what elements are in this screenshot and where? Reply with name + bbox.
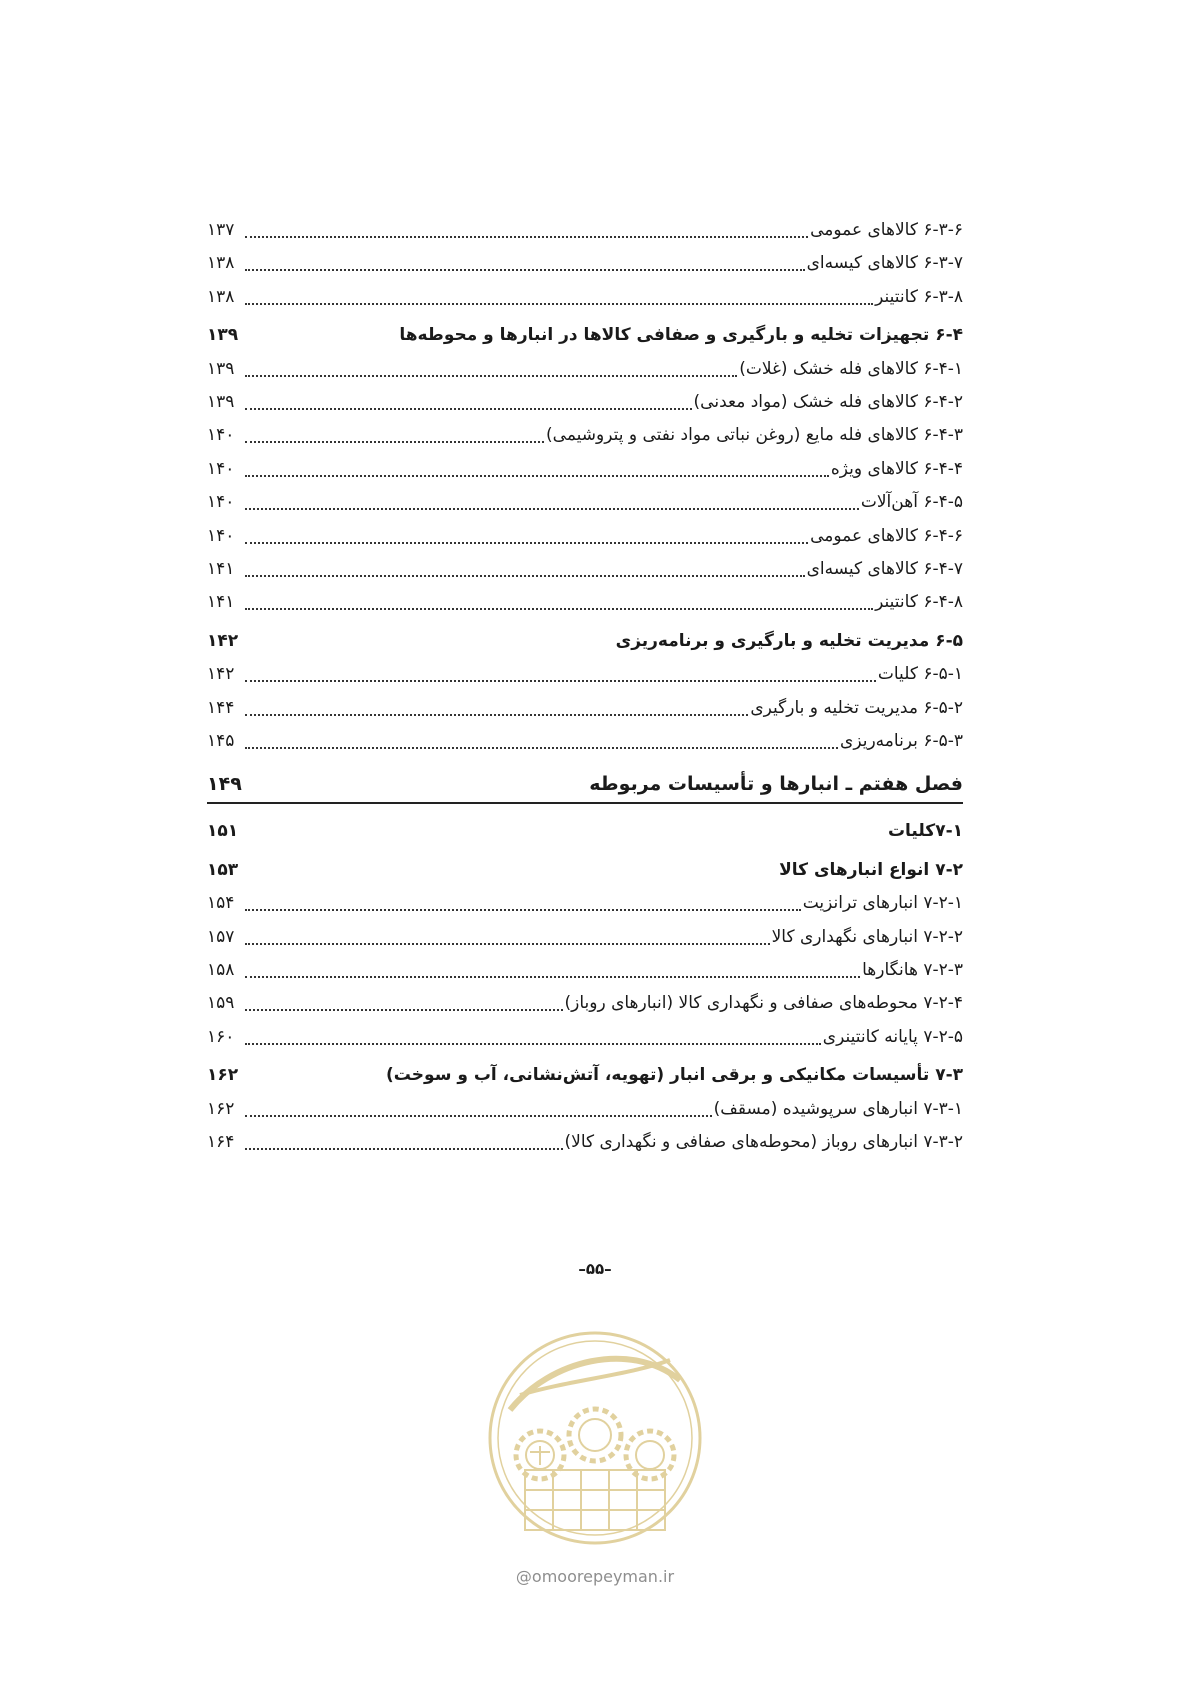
toc-page-number: ۱۴۹ (207, 773, 242, 796)
toc-entry (207, 248, 963, 278)
toc-page-number: ۱۵۴ (207, 893, 235, 914)
toc-section-heading (207, 626, 963, 656)
dot-leader (245, 1148, 563, 1150)
dot-leader (245, 943, 770, 945)
toc-title: ۷-۲-۵ پایانه کانتینری (822, 1026, 963, 1047)
toc-title: ۷-۲-۳ هانگارها (862, 960, 963, 980)
dot-leader (245, 475, 829, 477)
dot-leader (245, 976, 860, 978)
toc-page-number: ۱۴۰ (207, 458, 235, 479)
toc-title: ۶-۵-۱ کلیات (877, 664, 963, 685)
page-number: –۵۵– (578, 1260, 612, 1278)
toc-title: ۷-۲-۲ انبارهای نگهداری کالا (771, 926, 963, 947)
toc-title: ۶-۵ مدیریت تخلیه و بارگیری و برنامه‌ریزی (615, 630, 963, 651)
toc-title: ۶-۳-۶ کالاهای عمومی (810, 220, 963, 240)
toc-page-number: ۱۵۱ (207, 821, 239, 842)
toc-title: ۷-۳ تأسیسات مکانیکی و برقی انبار (تهویه، آتش‌نشانی، آب و سوخت) (386, 1065, 963, 1086)
toc-page-number: ۱۳۹ (207, 392, 235, 412)
toc-page-number: ۱۴۲ (207, 630, 239, 651)
dot-leader (245, 1009, 563, 1011)
dot-leader (245, 608, 873, 610)
toc-page-number: ۱۴۲ (207, 664, 235, 685)
toc-page-number: ۱۴۴ (207, 697, 235, 718)
toc-entry (207, 693, 963, 723)
toc-page-number: ۱۵۸ (207, 960, 235, 980)
dot-leader (245, 747, 838, 749)
toc-title: فصل هفتم ـ انبارها و تأسیسات مربوطه (589, 773, 963, 796)
toc-entry (207, 922, 963, 952)
toc-entry (207, 554, 963, 584)
toc-entry (207, 521, 963, 551)
toc-page-number: ۱۳۸ (207, 286, 235, 307)
dot-leader (245, 441, 544, 443)
toc-page-number: ۱۴۱ (207, 559, 235, 579)
toc-title: ۶-۵-۲ مدیریت تخلیه و بارگیری (750, 697, 963, 718)
toc-entry (207, 420, 963, 450)
dot-leader (245, 909, 801, 911)
toc-entry (207, 387, 963, 417)
toc-page-number: ۱۴۱ (207, 592, 235, 613)
toc-page-number: ۱۴۰ (207, 425, 235, 446)
toc-title: ۶-۵-۳ برنامه‌ریزی (840, 731, 963, 751)
toc-title: ۷-۱کلیات (887, 821, 963, 842)
watermark-logo (480, 1320, 710, 1595)
toc-section-heading (207, 320, 963, 350)
toc-entry (207, 587, 963, 617)
toc-title: ۶-۳-۷ کالاهای کیسه‌ای (806, 253, 963, 274)
toc-title: ۶-۴-۸ کانتینر (875, 592, 963, 613)
toc-title: ۶-۴-۵ آهن‌آلات (860, 492, 963, 513)
toc-title: ۶-۴-۱ کالاهای فله خشک (غلات) (739, 358, 963, 379)
toc-page-number: ۱۶۲ (207, 1098, 235, 1119)
toc-title: ۶-۴-۳ کالاهای فله مایع (روغن نباتی مواد نفتی و پتروشیمی) (546, 425, 963, 446)
toc-page-number: ۱۳۹ (207, 358, 235, 379)
dot-leader (245, 375, 737, 377)
toc-entry (207, 726, 963, 756)
toc-entry (207, 1127, 963, 1157)
toc-title: ۷-۲-۴ محوطه‌های صفافی و نگهداری کالا (انبارهای روباز) (564, 993, 963, 1014)
toc-page-number: ۱۴۰ (207, 525, 235, 546)
toc-title: ۶-۴-۴ کالاهای ویژه (830, 458, 963, 479)
toc-title: ۷-۳-۱ انبارهای سرپوشیده (مسقف) (713, 1098, 963, 1119)
toc-entry (207, 1022, 963, 1052)
toc-title: ۷-۲ انواع انبارهای کالا (779, 859, 963, 880)
toc-entry (207, 659, 963, 689)
toc-section-heading (207, 816, 963, 846)
toc-title: ۶-۴-۶ کالاهای عمومی (810, 525, 963, 546)
dot-leader (245, 269, 805, 271)
toc-page-number: ۱۶۴ (207, 1132, 235, 1152)
toc-entry (207, 487, 963, 517)
dot-leader (245, 575, 805, 577)
toc-entry (207, 988, 963, 1018)
dot-leader (245, 714, 748, 716)
toc-entry (207, 282, 963, 312)
dot-leader (245, 236, 808, 238)
toc-entry (207, 1094, 963, 1124)
toc-page-number: ۱۶۰ (207, 1026, 235, 1047)
toc-title: ۷-۳-۲ انبارهای روباز (محوطه‌های صفافی و نگهداری کالا) (564, 1132, 963, 1152)
watermark-url: @omoorepeyman.ir (515, 1567, 675, 1586)
toc-page-number: ۱۵۷ (207, 926, 235, 947)
dot-leader (245, 508, 859, 510)
dot-leader (245, 680, 876, 682)
toc-page-number: ۱۴۵ (207, 731, 235, 751)
toc-page-number: ۱۳۷ (207, 220, 235, 240)
dot-leader (245, 542, 808, 544)
toc-section-heading (207, 855, 963, 885)
toc-title: ۶-۴ تجهیزات تخلیه و بارگیری و صفافی کالاها در انبارها و محوطه‌ها (399, 325, 963, 346)
toc-entry (207, 888, 963, 918)
dot-leader (245, 303, 873, 305)
toc-title: ۶-۳-۸ کانتینر (875, 286, 963, 307)
toc-page-number: ۱۵۹ (207, 993, 235, 1014)
toc-page-number: ۱۶۲ (207, 1065, 239, 1086)
chapter-divider (207, 802, 963, 804)
dot-leader (245, 1043, 821, 1045)
dot-leader (245, 408, 692, 410)
toc-section-heading (207, 1060, 963, 1090)
toc-page-number: ۱۵۳ (207, 859, 239, 880)
toc-entry (207, 215, 963, 245)
toc-entry (207, 454, 963, 484)
toc-page-number: ۱۳۹ (207, 325, 239, 346)
toc-chapter-heading (207, 769, 963, 799)
toc-title: ۷-۲-۱ انبارهای ترانزیت (802, 893, 963, 914)
toc-entry (207, 354, 963, 384)
toc-title: ۶-۴-۲ کالاهای فله خشک (مواد معدنی) (693, 392, 963, 412)
dot-leader (245, 1115, 712, 1117)
toc-page-number: ۱۴۰ (207, 492, 235, 513)
toc-page-number: ۱۳۸ (207, 253, 235, 274)
toc-entry (207, 955, 963, 985)
toc-title: ۶-۴-۷ کالاهای کیسه‌ای (806, 559, 963, 579)
